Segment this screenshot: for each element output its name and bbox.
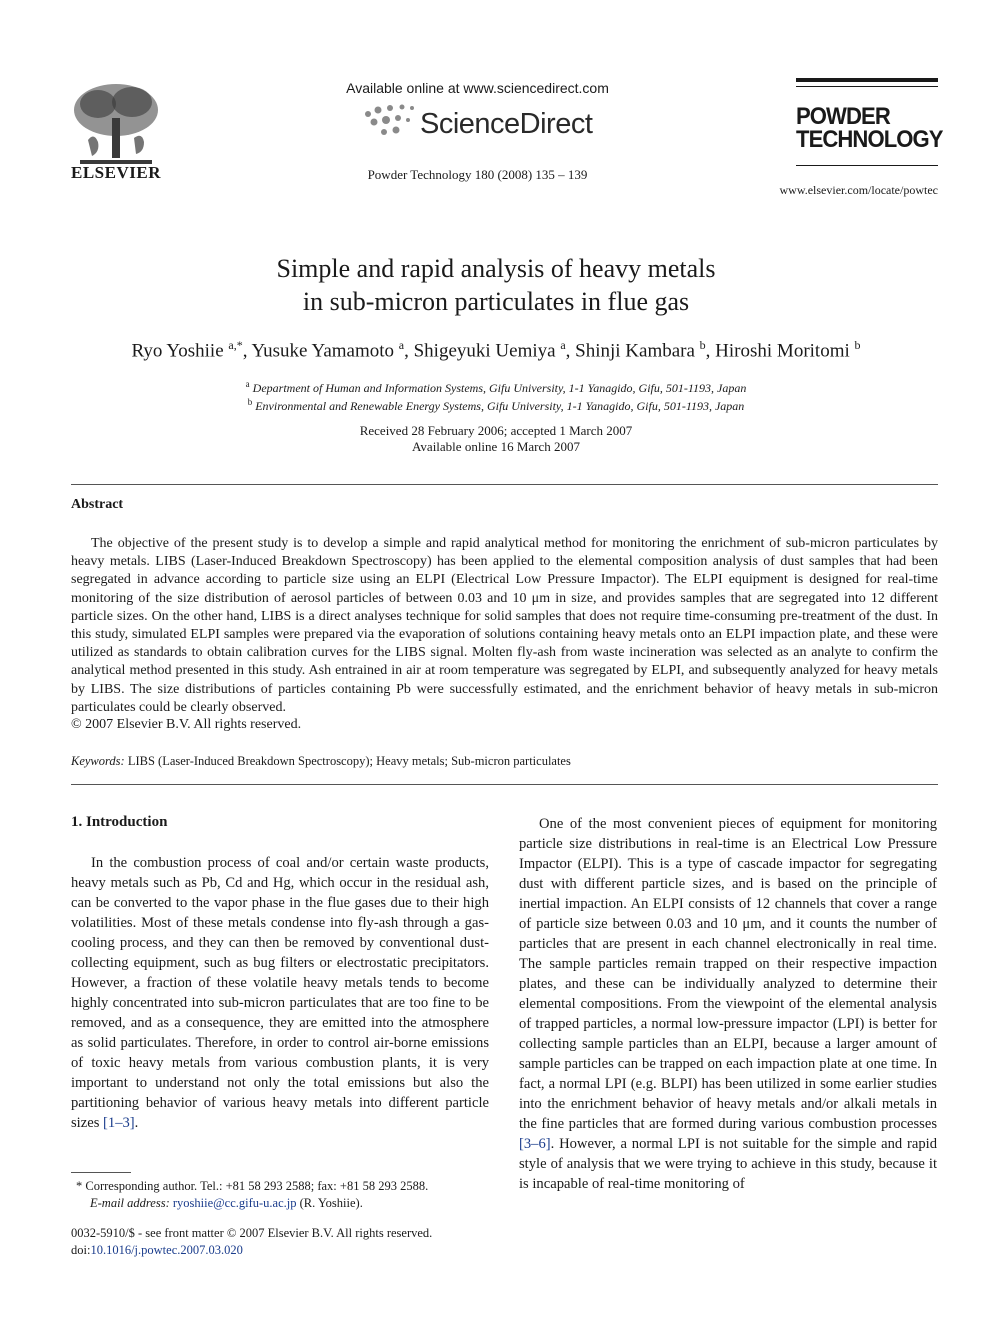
body-column-left [71,853,489,1133]
author-affiliation-mark[interactable]: b [699,338,706,352]
abstract-copyright: © 2007 Elsevier B.V. All rights reserved. [71,717,302,732]
author-list [40,338,952,362]
email-suffix: (R. Yoshiie). [296,1196,363,1210]
journal-logo-bar [796,78,938,82]
affiliation-a [80,379,912,396]
online-date: Available online 16 March 2007 [412,439,580,454]
citation-link[interactable]: [3–6] [519,1136,551,1152]
keywords-label: Keywords: [71,754,125,768]
author-affiliation-mark[interactable]: a [398,338,405,352]
author-name: Shinji Kambara [575,340,695,362]
issn-line: 0032-5910/$ - see front matter © 2007 Elsevier B.V. All rights reserved. [71,1226,433,1240]
sciencedirect-wordmark: ScienceDirect [420,108,593,140]
paragraph-text-continued: . However, a normal LPI is not suitable for the simple and rapid style of analysis that we were trying to achieve in this study, because it is incapable of real-time monitoring of [519,1136,937,1192]
affiliation-b [80,397,912,414]
author-separator: , [404,340,414,362]
paragraph-text: One of the most convenient pieces of equipment for monitoring particle size distributions in real-time is an Electrical Low Pressure Impactor (ELPI). This is a type of cascade impactor for segregating dust with different particle sizes, and is based on the principle of inertial impaction. An ELPI consists of 12 channels that cover a range of particle size between 0.03 and 10 μm, and it counts the number of particles that are present in each channel electronically in real time. The sample particles remain trapped on their respective impaction plates, and these can be individually analyzed to determine their elemental compositions. From the viewpoint of the elemental analysis of trapped particles, a normal low-pressure impactor (LPI) is better for collecting sample particles than an ELPI, because a larger amount of sample particles can be trapped on each impaction plate at one time. In fact, a normal LPI (e.g. BLPI) has been utilized in some earlier studies into the enrichment behavior of heavy metals and/or alkali metals in the fine particles that are formed during various combustion processes [519,816,937,1132]
doi-link[interactable]: 10.1016/j.powtec.2007.03.020 [90,1243,243,1257]
citation-link[interactable]: [1–3] [103,1115,135,1131]
author-separator: , [565,340,576,362]
journal-logo-thin-bar [796,86,938,87]
email-label: E-mail address: [90,1196,170,1210]
affiliation-text: Environmental and Renewable Energy Systems, Gifu University, 1-1 Yanagido, Gifu, 501-1193, Japan [255,399,745,413]
elsevier-wordmark: ELSEVIER [71,163,161,182]
author-affiliation-mark[interactable]: b [854,338,861,352]
section-heading-introduction: 1. Introduction [71,814,168,830]
author-separator: , [705,340,716,362]
author-name: Ryo Yoshiie [131,340,224,362]
abstract-body: The objective of the present study is to develop a simple and rapid analytical method for monitoring the enrichment of sub-micron particulates by heavy metals. LIBS (Laser-Induced Breakdown Spectroscopy) has been applied to the elemental composition analysis of dust samples that had been segregated in advance according to particle size using an ELPI (Electrical Low Pressure Impactor). The ELPI equipment is designed for real-time monitoring of the size distribution of aerosol particles of between 0.03 and 10 μm in size, and provides samples that are segregated into 12 different particle sizes. On the other hand, LIBS is a direct analyses technique for solid samples that does not require time-consuming pre-treatment of the dust. In this study, simulated ELPI samples were prepared via the evaporation of solutions containing heavy metals onto an ELPI impaction plate, and these were utilized as standards to obtain calibration curves for the LIBS signal. Molten fly-ash from waste incineration was selected as an analyte to confirm the analytical method presented in this study. Ash entrained in air at room temperature was segregated by ELPI, and subsequently analyzed for heavy metals by LIBS. The size distributions of particles containing Pb were successfully estimated, and the enrichment behavior of heavy metals in sub-micron particulates could be clearly observed. [71,536,938,715]
author-affiliation-mark[interactable]: a,* [228,338,243,352]
author-name: Shigeyuki Uemiya [413,340,556,362]
doi-line [71,1243,243,1258]
author-name: Hiroshi Moritomi [715,340,850,362]
journal-logo [796,103,943,153]
footnote-rule [71,1172,131,1173]
keywords-list: LIBS (Laser-Induced Breakdown Spectroscopy); Heavy metals; Sub-micron particulates [127,754,571,768]
doi-label: doi: [71,1243,91,1257]
journal-logo-line1: POWDER [796,103,890,130]
affiliation-mark: b [247,397,253,407]
affiliation-mark: a [245,379,250,389]
body-column-right [519,814,937,1194]
author-affiliation-mark[interactable]: a [560,338,566,352]
corresponding-author-note: * Corresponding author. Tel.: +81 58 293 2588; fax: +81 58 293 2588. [76,1179,429,1193]
available-online-text: Available online at www.sciencedirect.com [346,80,609,96]
title-line-2: in sub-micron particulates in flue gas [302,287,690,316]
journal-logo-rule [796,165,938,166]
email-link[interactable]: ryoshiie@cc.gifu-u.ac.jp [172,1196,297,1210]
section-divider [71,784,938,785]
article-title [100,252,892,318]
affiliation-text: Department of Human and Information Systems, Gifu University, 1-1 Yanagido, Gifu, 501-1193, Japan [252,381,747,395]
journal-url-link[interactable]: www.elsevier.com/locate/powtec [779,183,938,197]
author-name: Yusuke Yamamoto [251,340,395,362]
abstract-heading: Abstract [71,497,124,512]
paragraph-end: . [134,1115,139,1131]
title-line-1: Simple and rapid analysis of heavy metals [276,254,716,283]
journal-logo-line2: TECHNOLOGY [796,126,943,153]
paragraph-text: In the combustion process of coal and/or certain waste products, heavy metals such as Pb, Cd and Hg, which occur in the residual ash, can be converted to the vapor phase in the flue gases due to their high volatilities. Most of these metals condense into fly-ash through a gas-cooling process, and they can then be removed by conventional dust-collecting equipment, such as bug filters or electrostatic precipitators. However, a fraction of these volatile heavy metals tends to become highly concentrated into sub-micron particulates that are too fine to be removed, and as a consequence, they are emitted into the atmosphere as solid particulates. Therefore, in order to control air-borne emissions of toxic heavy metals from various combustion plants, it is very important to understand not only the total emissions but also the partitioning behavior of various heavy metals into different particle sizes [71,855,489,1131]
section-divider [71,484,938,485]
keywords [71,754,571,769]
received-dates: Received 28 February 2006; accepted 1 March 2007 [359,423,633,438]
author-separator: , [242,340,252,362]
email-note [90,1196,363,1211]
journal-reference: Powder Technology 180 (2008) 135 – 139 [367,167,588,182]
